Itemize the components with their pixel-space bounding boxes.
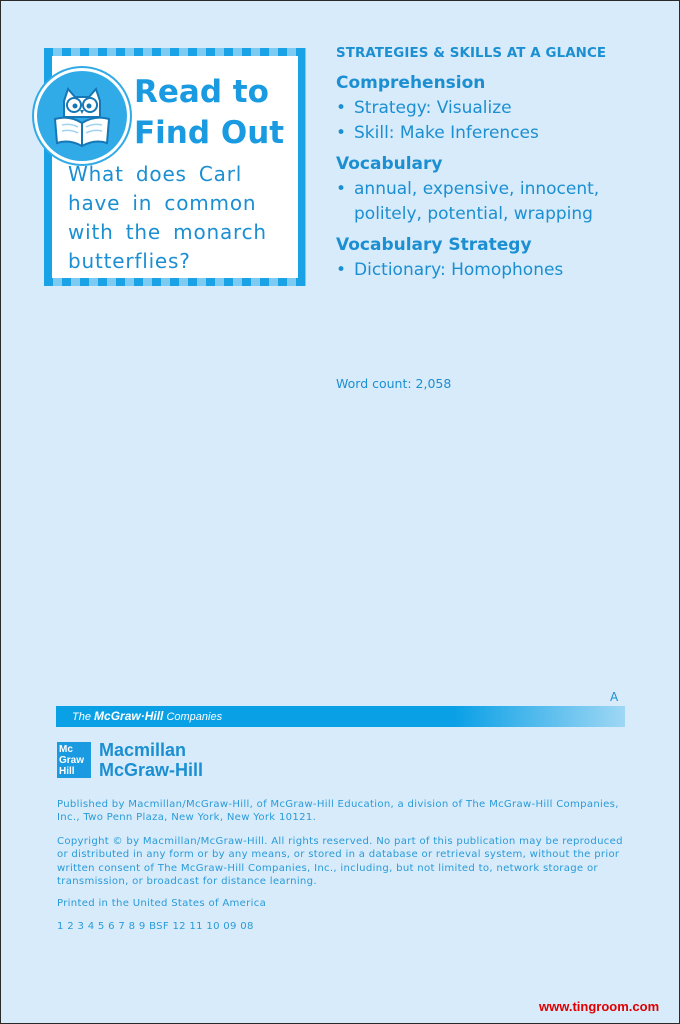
section-title-comprehension: Comprehension xyxy=(336,73,486,93)
publisher-band xyxy=(56,706,625,727)
read-to-find-out-box xyxy=(44,48,306,286)
guiding-question: What does Carl have in common with the monarch butterflies? xyxy=(68,162,267,273)
page-letter: A xyxy=(610,690,619,704)
title-line-2: Find Out xyxy=(134,115,285,151)
mcgraw-hill-logo-icon xyxy=(57,742,91,778)
vocabulary-list xyxy=(336,177,636,227)
logo-line-1: Macmillan xyxy=(99,740,187,760)
list-item: • Strategy: Visualize xyxy=(336,96,636,121)
comprehension-list xyxy=(336,96,636,146)
logo-mark-line: Graw xyxy=(59,755,85,766)
owl-reading-icon xyxy=(34,68,130,164)
list-item: • Skill: Make Inferences xyxy=(336,121,636,146)
section-title-vocabulary-strategy: Vocabulary Strategy xyxy=(336,235,532,255)
band-the: The xyxy=(72,711,91,723)
list-item: • annual, expensive, innocent, politely, potential, wrapping xyxy=(336,177,636,227)
title-line-1: Read to xyxy=(134,74,269,110)
vocabulary-strategy-list xyxy=(336,258,636,283)
section-title-vocabulary: Vocabulary xyxy=(336,154,443,174)
read-to-find-out-title xyxy=(134,72,304,154)
logo-mark-line: Mc xyxy=(59,744,73,755)
strategies-skills-panel xyxy=(336,46,636,283)
band-brand: McGraw·Hill xyxy=(94,709,164,723)
logo-mark-line: Hill xyxy=(59,766,75,777)
publisher-logo-text xyxy=(99,740,203,780)
logo-line-2: McGraw-Hill xyxy=(99,760,204,780)
word-count: Word count: 2,058 xyxy=(336,376,452,391)
printed-in-text: Printed in the United States of America xyxy=(57,898,267,909)
print-numbers: 1 2 3 4 5 6 7 8 9 BSF 12 11 10 09 08 xyxy=(57,921,254,932)
watermark-link[interactable]: www.tingroom.com xyxy=(539,999,660,1014)
band-companies: Companies xyxy=(166,711,223,723)
copyright-text: Copyright © by Macmillan/McGraw-Hill. All rights reserved. No part of this publication may be reproduced or distributed in any form or by any means, or stored in a database or retrieval system, without the prior written consent of The McGraw-Hill Companies, Inc., including, but not limited to, network storage or transmission, or broadcast for distance learning. xyxy=(57,836,623,888)
publisher-band-text xyxy=(72,709,222,723)
strategies-heading: STRATEGIES & SKILLS AT A GLANCE xyxy=(336,46,607,61)
list-item: • Dictionary: Homophones xyxy=(336,258,636,283)
published-by-text: Published by Macmillan/McGraw-Hill, of McGraw-Hill Education, a division of The McGraw-Hill Companies, Inc., Two Penn Plaza, New York, New York 10121. xyxy=(57,799,619,824)
